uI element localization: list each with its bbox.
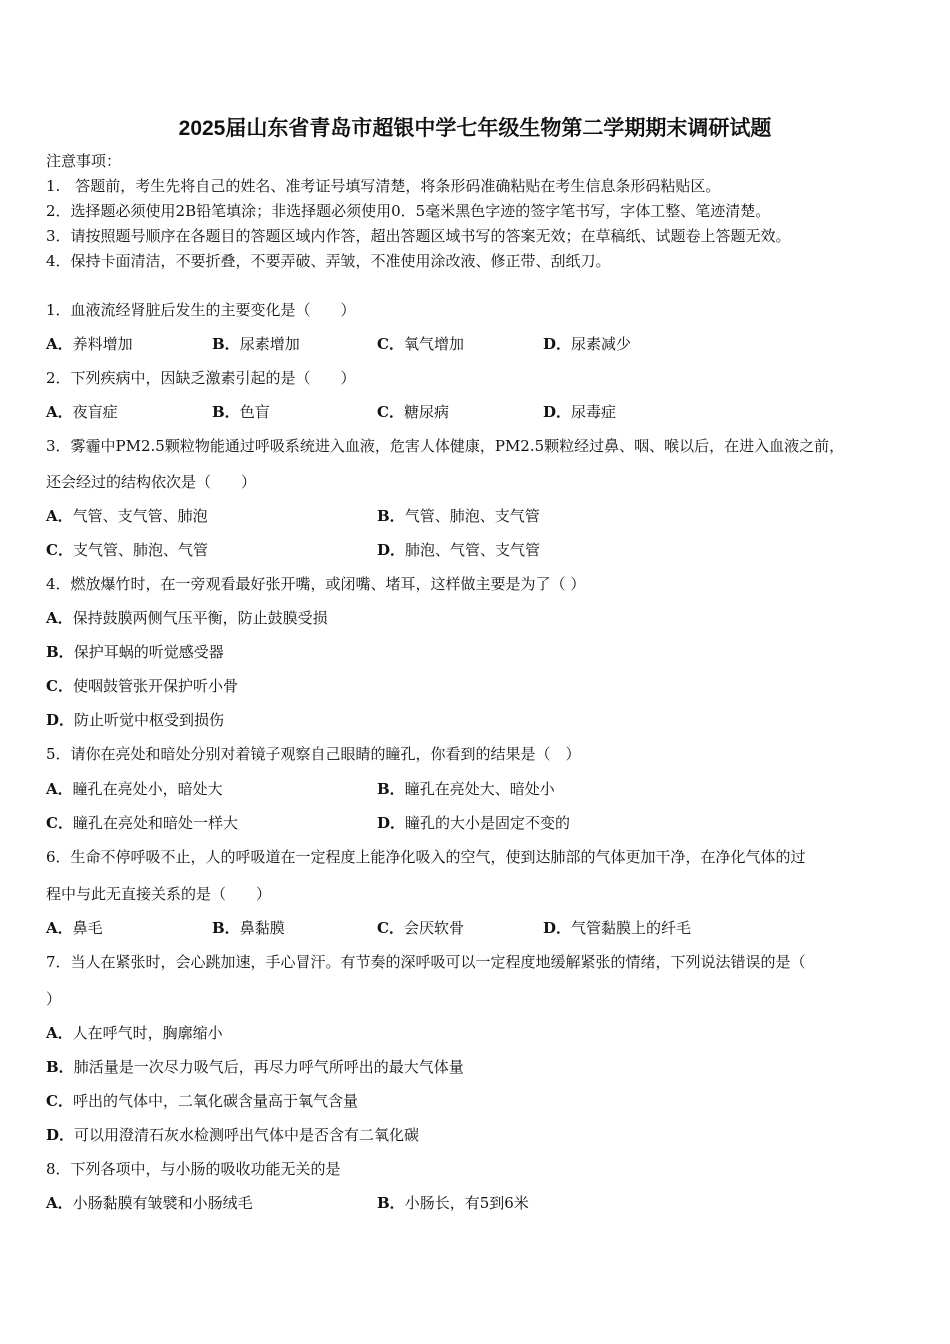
option-letter: A． (46, 780, 73, 798)
option-letter: C． (377, 335, 404, 353)
option-letter: B． (46, 643, 74, 661)
option-b[interactable] (377, 1193, 529, 1213)
option-a[interactable] (46, 1193, 253, 1213)
option-letter: D． (543, 403, 572, 421)
option-letter: C． (377, 919, 404, 937)
option-letter: B． (212, 919, 240, 937)
option-text: 气管黏膜上的纤毛 (571, 919, 692, 937)
option-c[interactable] (377, 402, 449, 422)
question-stem: 4．燃放爆竹时，在一旁观看最好张开嘴，或闭嘴、堵耳，这样做主要是为了（ ） (46, 575, 586, 593)
option-letter: D． (543, 335, 572, 353)
option-a[interactable] (46, 779, 223, 799)
option-text: 呼出的气体中，二氧化碳含量高于氧气含量 (72, 1092, 358, 1110)
option-text: 瞳孔在亮处和暗处一样大 (72, 814, 238, 832)
option-text: 肺泡、气管、支气管 (405, 541, 541, 559)
option-text: 保持鼓膜两侧气压平衡，防止鼓膜受损 (72, 609, 328, 627)
option-d[interactable] (377, 813, 570, 833)
question-stem: 7．当人在紧张时，会心跳加速，手心冒汗。有节奏的深呼吸可以一定程度地缓解紧张的情绪，下列说法错误的是（ (46, 953, 806, 971)
option-letter: B． (377, 780, 405, 798)
question-stem: 6．生命不停呼吸不止，人的呼吸道在一定程度上能净化吸入的空气，使到达肺部的气体更加干净，在净化气体的过 (46, 848, 806, 866)
option-a[interactable] (46, 334, 133, 354)
option-letter: B． (212, 403, 240, 421)
option-a[interactable] (46, 506, 208, 526)
option-a[interactable] (46, 1023, 223, 1043)
question-stem-continued: 程中与此无直接关系的是（ ） (46, 885, 272, 903)
option-d[interactable] (543, 334, 631, 354)
option-text: 气管、支气管、肺泡 (72, 507, 208, 525)
option-b[interactable] (46, 1057, 464, 1077)
option-letter: C． (46, 541, 73, 559)
option-text: 人在呼气时，胸廓缩小 (72, 1024, 223, 1042)
option-letter: A． (46, 403, 73, 421)
option-b[interactable] (377, 779, 555, 799)
option-letter: A． (46, 1194, 73, 1212)
option-text: 养料增加 (72, 335, 133, 353)
option-text: 肺活量是一次尽力吸气后，再尽力呼气所呼出的最大气体量 (73, 1058, 464, 1076)
option-letter: D． (377, 541, 406, 559)
option-text: 保护耳蜗的听觉感受器 (73, 643, 224, 661)
option-text: 糖尿病 (403, 403, 449, 421)
option-letter: D． (46, 1126, 75, 1144)
notice-item: 2．选择题必须使用2B铅笔填涂；非选择题必须使用0．5毫米黑色字迹的签字笔书写，字体工整、笔迹清楚。 (46, 202, 771, 220)
option-letter: C． (46, 814, 73, 832)
option-text: 小肠黏膜有皱襞和小肠绒毛 (72, 1194, 253, 1212)
option-text: 氧气增加 (403, 335, 464, 353)
option-letter: D． (543, 919, 572, 937)
option-text: 会厌软骨 (403, 919, 464, 937)
option-b[interactable] (212, 402, 270, 422)
question-stem-continued: ） (46, 990, 62, 1008)
option-text: 可以用澄清石灰水检测呼出气体中是否含有二氧化碳 (74, 1126, 420, 1144)
option-b[interactable] (46, 642, 224, 662)
option-c[interactable] (377, 334, 464, 354)
option-text: 色盲 (239, 403, 270, 421)
option-text: 瞳孔的大小是固定不变的 (405, 814, 571, 832)
option-text: 夜盲症 (72, 403, 118, 421)
notice-heading: 注意事项： (46, 152, 122, 170)
option-c[interactable] (377, 918, 464, 938)
option-letter: B． (377, 1194, 405, 1212)
option-letter: D． (377, 814, 406, 832)
option-c[interactable] (46, 676, 238, 696)
option-letter: A． (46, 1024, 73, 1042)
option-letter: C． (377, 403, 404, 421)
option-letter: A． (46, 507, 73, 525)
option-text: 防止听觉中枢受到损伤 (74, 711, 225, 729)
option-text: 瞳孔在亮处小，暗处大 (72, 780, 223, 798)
option-c[interactable] (46, 1091, 358, 1111)
option-b[interactable] (377, 506, 540, 526)
option-text: 尿素减少 (571, 335, 632, 353)
question-stem: 2．下列疾病中，因缺乏激素引起的是（ ） (46, 369, 356, 387)
option-text: 鼻毛 (72, 919, 103, 937)
option-d[interactable] (46, 710, 224, 730)
notice-item: 3．请按照题号顺序在各题目的答题区域内作答，超出答题区域书写的答案无效；在草稿纸、试题卷上答题无效。 (46, 227, 791, 245)
option-b[interactable] (212, 334, 300, 354)
question-stem: 3．雾霾中PM2.5颗粒物能通过呼吸系统进入血液，危害人体健康，PM2.5颗粒经过鼻、咽、喉以后，在进入血液之前， (46, 437, 845, 455)
notice-item: 4．保持卡面清洁，不要折叠，不要弄破、弄皱，不准使用涂改液、修正带、刮纸刀。 (46, 252, 611, 270)
option-letter: B． (46, 1058, 74, 1076)
option-text: 尿素增加 (239, 335, 300, 353)
option-letter: B． (377, 507, 405, 525)
option-a[interactable] (46, 918, 103, 938)
option-b[interactable] (212, 918, 285, 938)
question-stem: 1．血液流经肾脏后发生的主要变化是（ ） (46, 301, 356, 319)
question-stem: 5．请你在亮处和暗处分别对着镜子观察自己眼睛的瞳孔，你看到的结果是（ ） (46, 745, 581, 763)
option-letter: C． (46, 1092, 73, 1110)
option-letter: C． (46, 677, 73, 695)
option-text: 使咽鼓管张开保护听小骨 (72, 677, 238, 695)
notice-item: 1. 答题前，考生先将自己的姓名、准考证号填写清楚，将条形码准确粘贴在考生信息条形码粘贴区。 (46, 177, 721, 195)
option-letter: A． (46, 919, 73, 937)
option-text: 鼻黏膜 (239, 919, 285, 937)
option-d[interactable] (543, 918, 691, 938)
question-stem: 8．下列各项中，与小肠的吸收功能无关的是 (46, 1160, 341, 1178)
option-text: 尿毒症 (571, 403, 617, 421)
option-d[interactable] (543, 402, 616, 422)
option-letter: A． (46, 335, 73, 353)
option-a[interactable] (46, 402, 118, 422)
option-text: 瞳孔在亮处大、暗处小 (404, 780, 555, 798)
option-text: 支气管、肺泡、气管 (72, 541, 208, 559)
option-d[interactable] (46, 1125, 419, 1145)
option-letter: A． (46, 609, 73, 627)
option-c[interactable] (46, 540, 208, 560)
option-a[interactable] (46, 608, 328, 628)
option-letter: B． (212, 335, 240, 353)
option-letter: D． (46, 711, 75, 729)
page-title: 2025届山东省青岛市超银中学七年级生物第二学期期末调研试题 (178, 117, 772, 140)
option-c[interactable] (46, 813, 238, 833)
option-d[interactable] (377, 540, 540, 560)
option-text: 气管、肺泡、支气管 (404, 507, 540, 525)
option-text: 小肠长，有5到6米 (404, 1194, 529, 1212)
question-stem-continued: 还会经过的结构依次是（ ） (46, 473, 257, 491)
